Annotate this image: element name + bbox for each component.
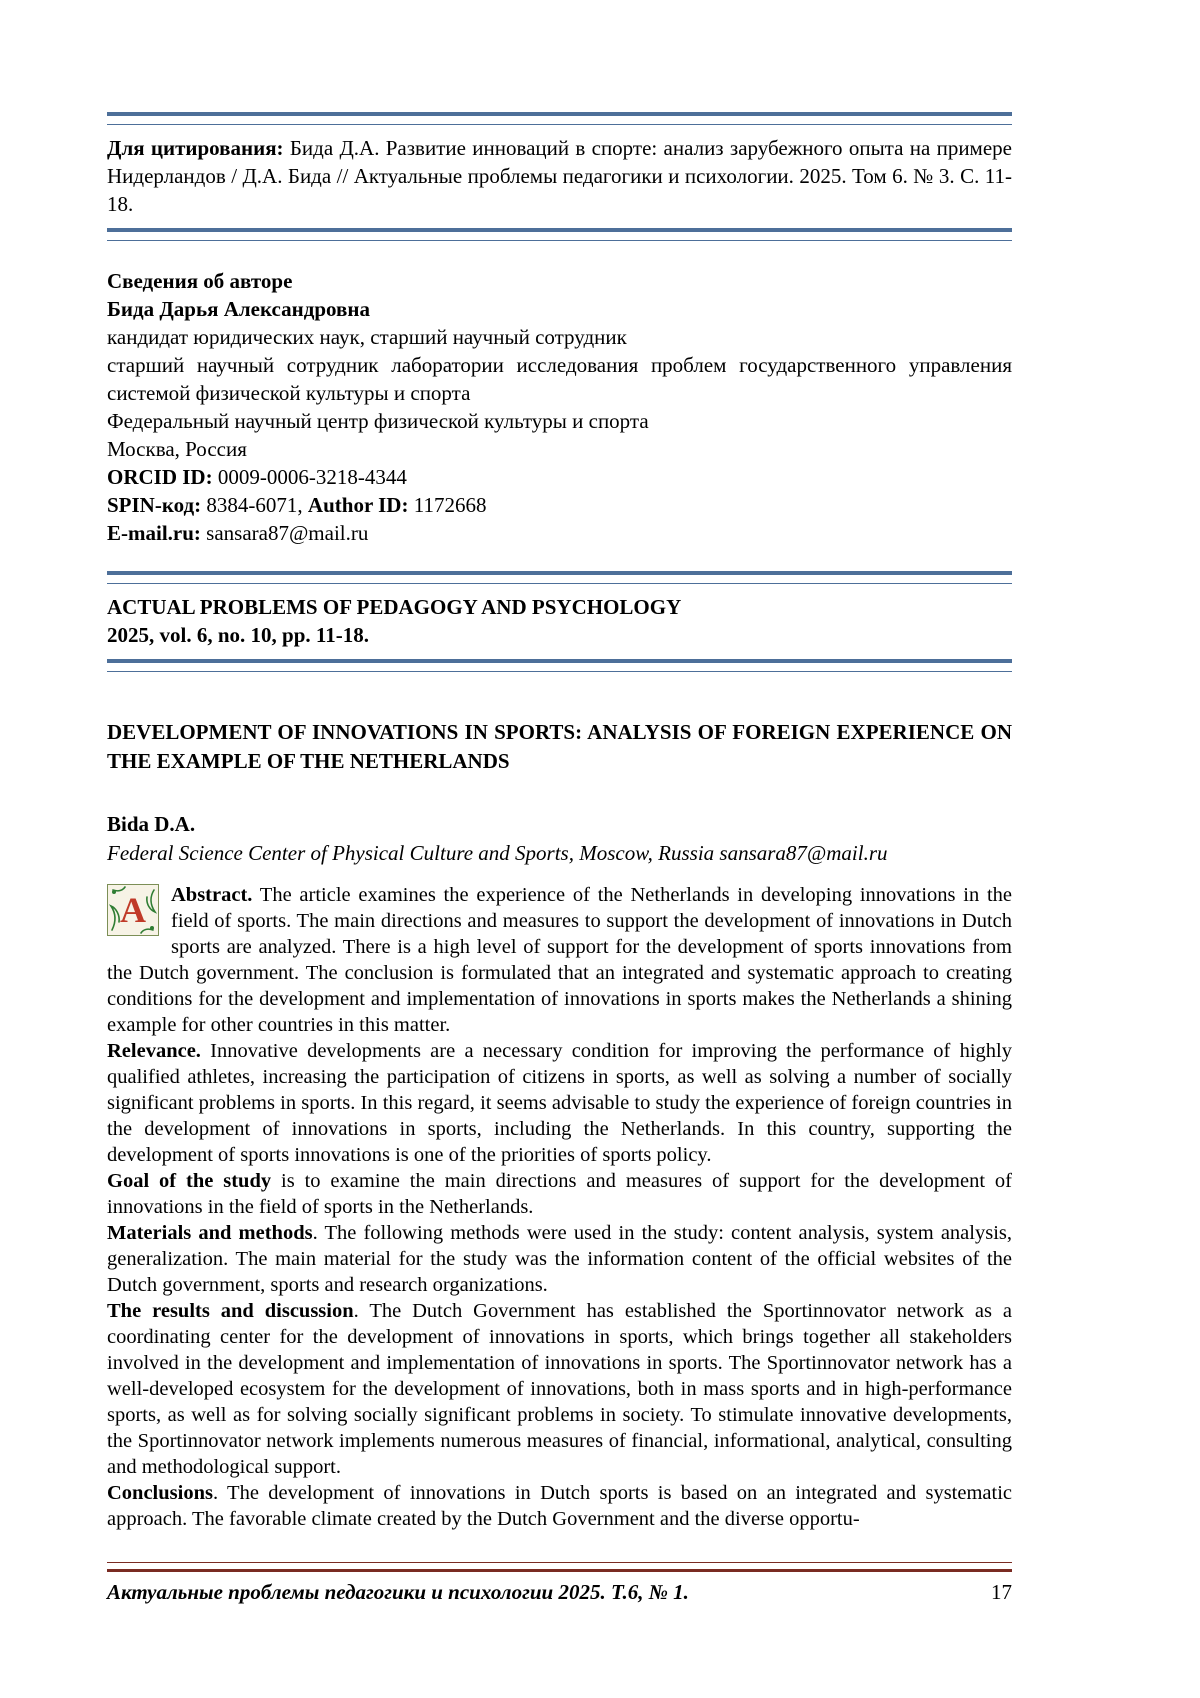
journal-bottom-divider [107, 659, 1012, 672]
abstract-paragraph [107, 882, 1012, 1038]
citation-label: Для цитирования: [107, 136, 284, 160]
results-text: . The Dutch Government has established the Sportinnovator network as a coordinating center for the development of innovations in sports, which brings together all stakeholders involved in the development and implementation of innovations in sports. The Sportinnovator network has a well-developed ecosystem for the development of innovations, both in mass sports and in high-performance sports, as well as for solving socially significant problems in society. To stimulate innovative developments, the Sportinnovator network implements numerous measures of financial, informational, analytical, consulting and methodological support. [107, 1300, 1012, 1478]
results-paragraph [107, 1298, 1012, 1480]
relevance-text: Innovative developments are a necessary condition for improving the performance of highly qualified athletes, increasing the participation of citizens in sports, as well as solving a number of socially significant problems in sports. In this regard, it seems advisable to study the experience of foreign countries in the development of innovations in sports, including the Netherlands. In this country, supporting the development of sports innovations is one of the priorities of sports policy. [107, 1040, 1012, 1166]
orcid-label: ORCID ID: [107, 465, 213, 489]
citation-text: Бида Д.А. Развитие инноваций в спорте: анализ зарубежного опыта на примере Нидерландов / Д.А. Бида // Актуальные проблемы педагогики и психологии. 2025. Том 6. № 3. С. 11-18. [107, 136, 1012, 216]
journal-top-divider [107, 571, 1012, 584]
journal-issue: 2025, vol. 6, no. 10, pp. 11-18. [107, 623, 369, 647]
spin-label: SPIN-код: [107, 493, 202, 517]
conclusions-label: Conclusions [107, 1482, 213, 1504]
goal-text: is to examine the main directions and measures of support for the development of innovations in the field of sports in the Netherlands. [107, 1170, 1012, 1218]
article-body [107, 882, 1012, 1532]
conclusions-paragraph [107, 1480, 1012, 1532]
footer-page-number: 17 [991, 1580, 1012, 1604]
dropcap-letter: A [120, 890, 146, 930]
footer-journal-title: Актуальные проблемы педагогики и психологии 2025. Т.6, № 1. [107, 1580, 689, 1604]
abstract-label: Abstract. [171, 884, 253, 906]
footer-row [107, 1579, 1012, 1605]
author-email-line [107, 519, 1012, 547]
author-info-block [107, 267, 1012, 547]
citation-bottom-divider [107, 228, 1012, 241]
relevance-label: Relevance. [107, 1040, 201, 1062]
author-id-label: Author ID: [307, 493, 409, 517]
author-degree: кандидат юридических наук, старший научный сотрудник [107, 325, 627, 349]
email-label: E-mail.ru: [107, 521, 201, 545]
footer-divider [107, 1562, 1012, 1572]
article-author: Bida D.A. [107, 812, 196, 836]
author-name: Бида Дарья Александровна [107, 297, 370, 321]
author-orcid-line [107, 463, 1012, 491]
author-organization: Федеральный научный центр физической культуры и спорта [107, 409, 649, 433]
author-location: Москва, Россия [107, 437, 247, 461]
journal-title: ACTUAL PROBLEMS OF PEDAGOGY AND PSYCHOLOGY [107, 595, 682, 619]
methods-label: Materials and methods [107, 1222, 313, 1244]
relevance-paragraph [107, 1038, 1012, 1168]
top-divider [107, 112, 1012, 125]
article-title: DEVELOPMENT OF INNOVATIONS IN SPORTS: ANALYSIS OF FOREIGN EXPERIENCE ON THE EXAMPLE OF THE NETHERLANDS [107, 720, 1012, 773]
author-info-heading: Сведения об авторе [107, 269, 293, 293]
author-id-value: 1172668 [408, 493, 487, 517]
goal-label: Goal of the study [107, 1170, 272, 1192]
email-value: sansara87@mail.ru [200, 521, 369, 545]
author-spin-line [107, 491, 1012, 519]
author-position: старший научный сотрудник лаборатории исследования проблем государственного управления системой физической культуры и спорта [107, 353, 1012, 405]
citation-block [107, 134, 1012, 218]
orcid-value: 0009-0006-3218-4344 [212, 465, 407, 489]
ornamental-initial [107, 884, 159, 936]
goal-paragraph [107, 1168, 1012, 1220]
journal-header [107, 593, 1012, 649]
conclusions-text: . The development of innovations in Dutch sports is based on an integrated and systematic approach. The favorable climate created by the Dutch Government and the diverse opportu- [107, 1482, 1012, 1530]
abstract-text: The article examines the experience of the Netherlands in developing innovations in the field of sports. The main directions and measures to support the development of innovations in Dutch sports are analyzed. There is a high level of support for the development of sports innovations from the Dutch government. The conclusion is formulated that an integrated and systematic approach to creating conditions for the development and implementation of innovations in sports makes the Netherlands a shining example for other countries in this matter. [107, 884, 1012, 1036]
methods-paragraph [107, 1220, 1012, 1298]
methods-text: . The following methods were used in the study: content analysis, system analysis, generalization. The main material for the study was the information content of the official websites of the Dutch government, sports and research organizations. [107, 1222, 1013, 1296]
article-affiliation: Federal Science Center of Physical Culture and Sports, Moscow, Russia sansara87@mail.ru [107, 841, 888, 865]
page-footer [0, 1562, 1200, 1605]
results-label: The results and discussion [107, 1300, 354, 1322]
spin-value: 8384-6071, [201, 493, 308, 517]
